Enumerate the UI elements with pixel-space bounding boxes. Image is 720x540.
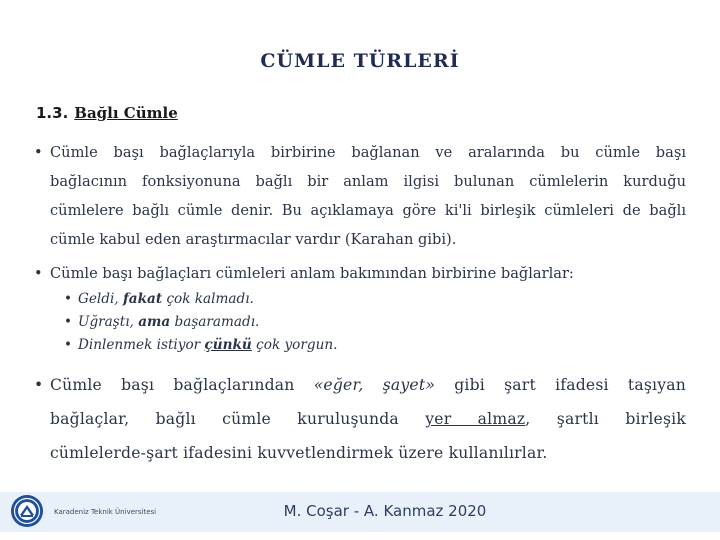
paragraph-line: cümle kabul eden araştırmacılar vardır (Karahan gibi). bbox=[50, 231, 457, 248]
example-text: Dinlenmek istiyor bbox=[78, 337, 205, 353]
example-text: çok kalmadı. bbox=[162, 291, 254, 307]
example-keyword: çünkü bbox=[204, 337, 252, 353]
slide-title: CÜMLE TÜRLERİ bbox=[260, 50, 460, 72]
example-keyword: ama bbox=[138, 314, 171, 330]
paragraph-line: Cümle başı bağlaçları cümleleri anlam bakımından birbirine bağlarlar: bbox=[50, 265, 574, 282]
conditional-paragraph bbox=[34, 368, 686, 470]
example-text: Uğraştı, bbox=[78, 314, 139, 330]
example-text: başaramadı. bbox=[170, 314, 260, 330]
university-name: Karadeniz Teknik Üniversitesi bbox=[54, 508, 157, 516]
line-text: Cümle başı bağlaçlarından bbox=[50, 376, 314, 394]
example-item bbox=[64, 334, 338, 357]
line-text: gibi şart ifadesi taşıyan bbox=[435, 376, 686, 394]
paragraph-line bbox=[50, 368, 686, 402]
section-number: 1.3. bbox=[36, 104, 69, 122]
example-item bbox=[64, 288, 337, 311]
bullet-marker: • bbox=[64, 337, 73, 353]
line-text: , şartlı birleşik bbox=[525, 410, 686, 428]
paragraph-line bbox=[50, 402, 686, 436]
underlined-phrase: yer almaz bbox=[425, 410, 526, 428]
conjunction-paragraph bbox=[34, 261, 686, 287]
bullet-marker: • bbox=[64, 291, 73, 307]
conjunction-quote: «eğer, şayet» bbox=[313, 376, 436, 394]
paragraph-line: cümlelerde-şart ifadesini kuvvetlendirmek üzere kullanılırlar. bbox=[50, 444, 548, 462]
example-list bbox=[64, 288, 338, 357]
bullet-marker: • bbox=[34, 144, 43, 161]
section-subtitle: Bağlı Cümle bbox=[74, 104, 178, 122]
example-keyword: fakat bbox=[122, 291, 163, 307]
line-text: bağlaçlar, bağlı cümle kuruluşunda bbox=[50, 410, 426, 428]
example-item bbox=[64, 311, 337, 334]
paragraph-line: bağlacının fonksiyonuna bağlı bir anlam ilgisi bulunan cümlelerin kurduğu bbox=[50, 173, 686, 190]
section-heading bbox=[36, 104, 178, 122]
paragraph-line: Cümle başı bağlaçlarıyla birbirine bağlanan ve aralarında bu cümle başı bbox=[50, 144, 686, 161]
paragraph-line: cümlelere bağlı cümle denir. Bu açıklamaya göre ki'li birleşik cümleleri de bağlı bbox=[50, 202, 686, 219]
example-text: çok yorgun. bbox=[251, 337, 338, 353]
definition-paragraph bbox=[34, 138, 686, 254]
bullet-marker: • bbox=[64, 314, 73, 330]
footer-authors: M. Coşar - A. Kanmaz 2020 bbox=[283, 502, 487, 520]
bullet-marker: • bbox=[34, 376, 44, 394]
bullet-marker: • bbox=[34, 265, 43, 282]
example-text: Geldi, bbox=[78, 291, 123, 307]
